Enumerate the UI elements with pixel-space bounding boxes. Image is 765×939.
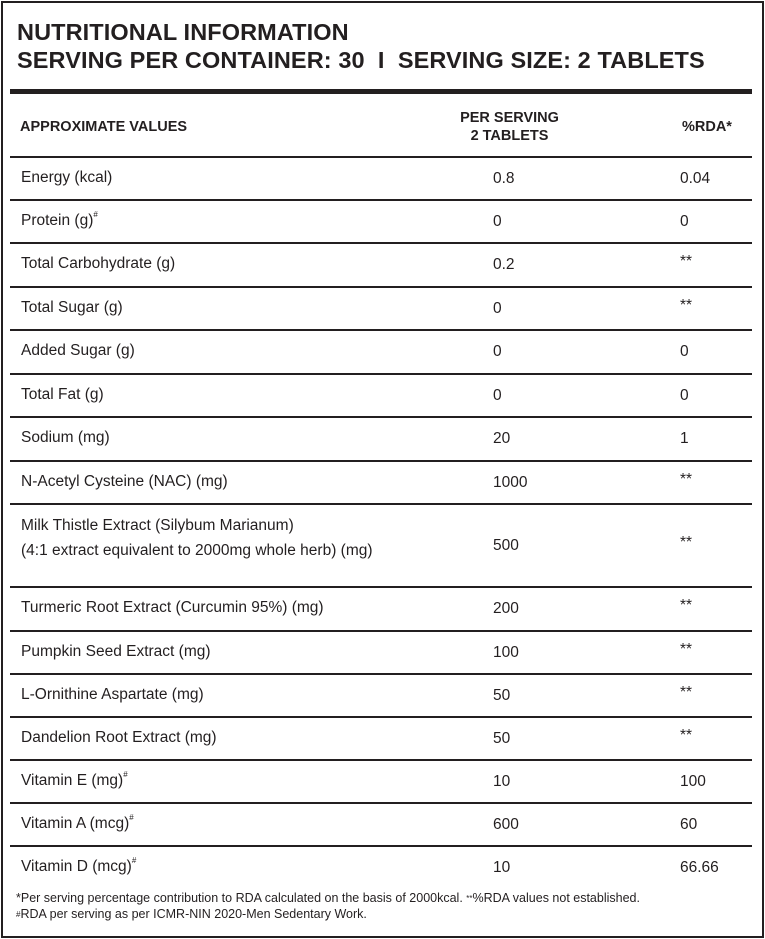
rda-value: **	[680, 533, 693, 551]
header-per-serving-line-1: PER SERVING	[460, 110, 559, 126]
title-line-2: SERVING PER CONTAINER: 30 I SERVING SIZE: 2 TABLETS	[17, 47, 705, 73]
nutrient-name	[21, 686, 204, 704]
row-divider	[10, 845, 752, 847]
nutrient-name	[21, 209, 98, 230]
row-divider	[10, 586, 752, 588]
nutrient-name	[21, 729, 217, 747]
nutrient-name	[21, 643, 211, 661]
rda-value: **	[680, 470, 693, 488]
panel-title	[17, 18, 705, 74]
row-divider	[10, 416, 752, 418]
row-divider	[10, 199, 752, 201]
nutrient-name-text: Total Fat (g)	[21, 385, 104, 403]
rda-value: **	[680, 683, 693, 701]
per-serving-value: 0.8	[493, 169, 515, 187]
nutrient-name-text: Added Sugar (g)	[21, 342, 135, 359]
nutrient-name-text: Dandelion Root Extract (mg)	[21, 728, 217, 746]
rda-value: 1	[680, 430, 689, 447]
nutrient-name-text: Energy (kcal)	[21, 168, 113, 186]
header-per-serving-line-2: 2 TABLETS	[470, 128, 549, 144]
nutrient-name	[21, 342, 135, 360]
nutrient-name-text: Pumpkin Seed Extract (mg)	[21, 642, 211, 660]
nutrient-name-text: Sodium (mg)	[21, 429, 110, 446]
row-divider	[10, 759, 752, 761]
nutrient-name	[21, 855, 137, 876]
row-divider	[10, 329, 752, 331]
footnote-mark: #	[93, 209, 98, 219]
rda-value: 66.66	[680, 858, 719, 876]
footer-note-2-mark: #	[16, 910, 21, 919]
footer-note-2-text: RDA per serving as per ICMR-NIN 2020-Men Sedentary Work.	[20, 907, 367, 921]
per-serving-value: 0	[493, 343, 502, 360]
nutrient-name	[21, 473, 228, 491]
footer-note-2	[16, 907, 367, 921]
title-line-1: NUTRITIONAL INFORMATION	[17, 19, 349, 45]
nutrient-name-text: Vitamin E (mg)	[21, 771, 124, 789]
rda-value: **	[680, 296, 693, 314]
nutrient-name-text: Turmeric Root Extract (Curcumin 95%) (mg)	[21, 599, 324, 616]
row-divider	[10, 716, 752, 718]
nutrient-name-line-2: (4:1 extract equivalent to 2000mg whole herb) (mg)	[21, 542, 373, 559]
per-serving-value: 50	[493, 686, 511, 704]
row-divider	[10, 460, 752, 462]
row-divider	[10, 242, 752, 244]
nutrient-name	[21, 599, 324, 617]
nutrient-name	[21, 429, 110, 447]
row-divider	[10, 156, 752, 158]
footnote-mark: #	[123, 769, 128, 779]
nutrient-name-text: Total Sugar (g)	[21, 298, 123, 316]
footer-note-1-text: *Per serving percentage contribution to RDA calculated on the basis of 2000kcal.	[16, 891, 463, 905]
header-rda: %RDA*	[682, 119, 732, 135]
rda-value: 0	[680, 212, 689, 230]
per-serving-value: 20	[493, 430, 511, 447]
rda-value: 100	[680, 772, 706, 790]
rda-value: 0	[680, 386, 689, 404]
rda-value: 0.04	[680, 169, 711, 187]
per-serving-value: 200	[493, 600, 519, 617]
nutrient-name	[21, 169, 112, 187]
row-divider	[10, 503, 752, 505]
row-divider	[10, 673, 752, 675]
nutrient-name-text: Protein (g)	[21, 211, 94, 229]
per-serving-value: 10	[493, 772, 511, 790]
nutrient-name-text: Vitamin A (mcg)	[21, 814, 130, 832]
nutrient-name	[21, 769, 128, 790]
row-divider	[10, 802, 752, 804]
rda-value: 60	[680, 815, 698, 833]
per-serving-value: 100	[493, 643, 519, 661]
nutrient-name-text: Vitamin D (mcg)	[21, 857, 132, 875]
nutrient-name-text: N-Acetyl Cysteine (NAC) (mg)	[21, 472, 228, 490]
nutrient-name	[21, 812, 134, 833]
per-serving-value: 600	[493, 815, 519, 833]
per-serving-value: 0	[493, 299, 502, 317]
header-approximate-values: APPROXIMATE VALUES	[20, 119, 188, 135]
rda-value: **	[680, 726, 693, 744]
per-serving-value: 0.2	[493, 256, 515, 273]
per-serving-value: 0	[493, 212, 502, 230]
rda-value: **	[680, 640, 693, 658]
row-divider	[10, 630, 752, 632]
per-serving-value: 50	[493, 729, 511, 747]
footer-note-1	[16, 891, 640, 905]
per-serving-value: 0	[493, 386, 502, 404]
title-divider	[10, 89, 752, 94]
nutrient-name	[21, 255, 175, 273]
nutrient-name	[21, 299, 123, 317]
row-divider	[10, 286, 752, 288]
header-per-serving	[432, 109, 587, 145]
footnote-mark: #	[131, 855, 137, 865]
row-divider	[10, 373, 752, 375]
footer-note-1-text-b: %RDA values not established.	[472, 891, 640, 905]
nutrient-name-text: L-Ornithine Aspartate (mg)	[21, 685, 204, 703]
rda-value: **	[680, 253, 693, 270]
footer-note-1-mark: **	[466, 894, 473, 903]
nutrient-name	[21, 386, 104, 404]
nutrient-name: Milk Thistle Extract (Silybum Marianum)	[21, 517, 294, 534]
nutrition-panel-frame	[1, 1, 764, 938]
nutrient-name-text: Total Carbohydrate (g)	[21, 255, 176, 272]
rda-value: 0	[680, 343, 689, 360]
per-serving-value: 10	[493, 858, 511, 876]
per-serving-value: 1000	[493, 473, 528, 491]
per-serving-value: 500	[493, 536, 519, 554]
rda-value: **	[680, 597, 693, 614]
footnote-mark: #	[129, 812, 134, 822]
